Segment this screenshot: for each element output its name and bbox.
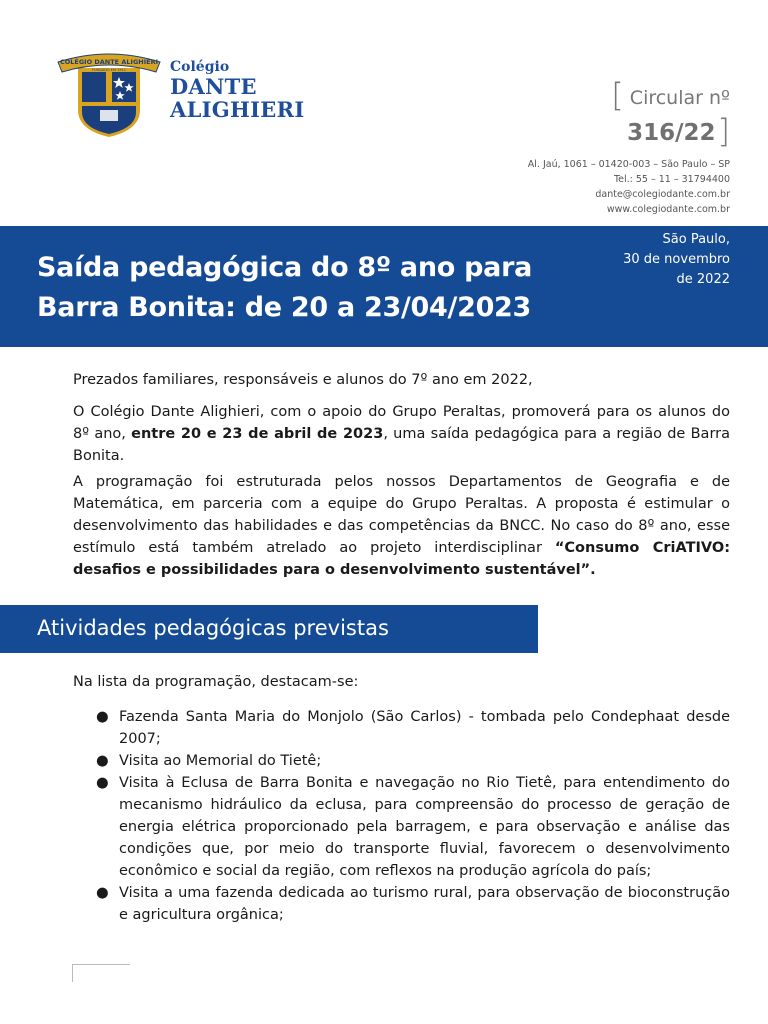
list-item xyxy=(73,750,730,772)
activity-text: Visita a uma fazenda dedicada ao turismo rural, para observação de bioconstrução e agricultura orgânica; xyxy=(119,885,730,923)
section-heading-bar xyxy=(0,605,538,653)
contact-website[interactable]: www.colegiodante.com.br xyxy=(606,204,730,215)
intro-text-2: , uma saída pedagógica para a região de Barra Bonita. xyxy=(73,426,730,464)
date-line2: 30 de novembro xyxy=(623,252,730,267)
bracket-close: ] xyxy=(717,112,730,150)
bullet-icon: ● xyxy=(96,885,109,901)
section-title: Atividades pedagógicas previstas xyxy=(37,616,389,640)
page-title xyxy=(37,248,577,328)
bullet-icon: ● xyxy=(96,709,109,725)
program-paragraph xyxy=(73,471,730,581)
bracket-open: [ xyxy=(611,76,624,114)
circular-number-block xyxy=(611,76,730,150)
list-intro: Na lista da programação, destacam-se: xyxy=(73,674,359,690)
activity-text: Visita à Eclusa de Barra Bonita e navegação no Rio Tietê, para entendimento do mecanismo hidráulico da eclusa, para compreensão do processo de geração de energia elétrica proporcionado pela barragem, e para observação e análise das condições que, por meio do transporte fluvial, favorecem o desenvolvimento econômico e social da região, com reflexos na produção agrícola do país; xyxy=(119,775,730,879)
contact-info xyxy=(528,157,730,217)
activity-text: Fazenda Santa Maria do Monjolo (São Carlos) - tombada pelo Condephaat desde 2007; xyxy=(119,709,730,747)
corner-crop-mark xyxy=(72,964,130,982)
document-date xyxy=(560,230,730,290)
greeting: Prezados familiares, responsáveis e alunos do 7º ano em 2022, xyxy=(73,372,533,388)
intro-paragraph xyxy=(73,401,730,467)
list-item xyxy=(73,706,730,750)
contact-phone: Tel.: 55 – 11 – 31794400 xyxy=(613,174,730,185)
contact-email[interactable]: dante@colegiodante.com.br xyxy=(595,189,730,200)
intro-text-1: O Colégio Dante Alighieri, com o apoio do Grupo Peraltas, promoverá para os alunos do 8º ano, xyxy=(73,404,730,442)
title-line1: Saída pedagógica do 8º ano para xyxy=(37,252,532,283)
crest-banner-text: COLÉGIO DANTE ALIGHIERI xyxy=(59,58,159,66)
crest-icon xyxy=(56,50,162,138)
list-item xyxy=(73,772,730,882)
list-item xyxy=(73,882,730,926)
circular-number: 316/22 xyxy=(627,120,716,146)
program-text: A programação foi estruturada pelos nossos Departamentos de Geografia e de Matemática, em parceria com a equipe do Grupo Peraltas. A proposta é estimular o desenvolvimento das habilidades e das competências da BNCC. No caso do 8º ano, esse estímulo está também atrelado ao projeto interdisciplinar xyxy=(73,474,730,556)
circular-label: Circular nº xyxy=(629,87,730,109)
contact-address: Al. Jaú, 1061 – 01420-003 – São Paulo – SP xyxy=(527,159,730,170)
school-logo xyxy=(56,50,321,140)
crest-founded-text: FUNDADO EM 1911 xyxy=(91,68,127,72)
school-name-line1: DANTE xyxy=(170,74,257,99)
intro-dates-bold: entre 20 e 23 de abril de 2023 xyxy=(131,426,384,442)
activity-text: Visita ao Memorial do Tietê; xyxy=(119,753,322,769)
title-banner xyxy=(0,226,768,347)
school-name xyxy=(170,59,304,121)
school-prefix: Colégio xyxy=(170,59,230,75)
date-line3: de 2022 xyxy=(676,272,730,287)
title-line2: Barra Bonita: de 20 a 23/04/2023 xyxy=(37,292,532,323)
school-name-line2: ALIGHIERI xyxy=(170,97,305,122)
date-line1: São Paulo, xyxy=(662,232,730,247)
bullet-icon: ● xyxy=(96,753,109,769)
activities-list xyxy=(73,706,730,926)
bullet-icon: ● xyxy=(96,775,109,791)
project-name-bold: “Consumo CriATIVO: desafios e possibilidades para o desenvolvimento sustentável”. xyxy=(73,540,730,578)
